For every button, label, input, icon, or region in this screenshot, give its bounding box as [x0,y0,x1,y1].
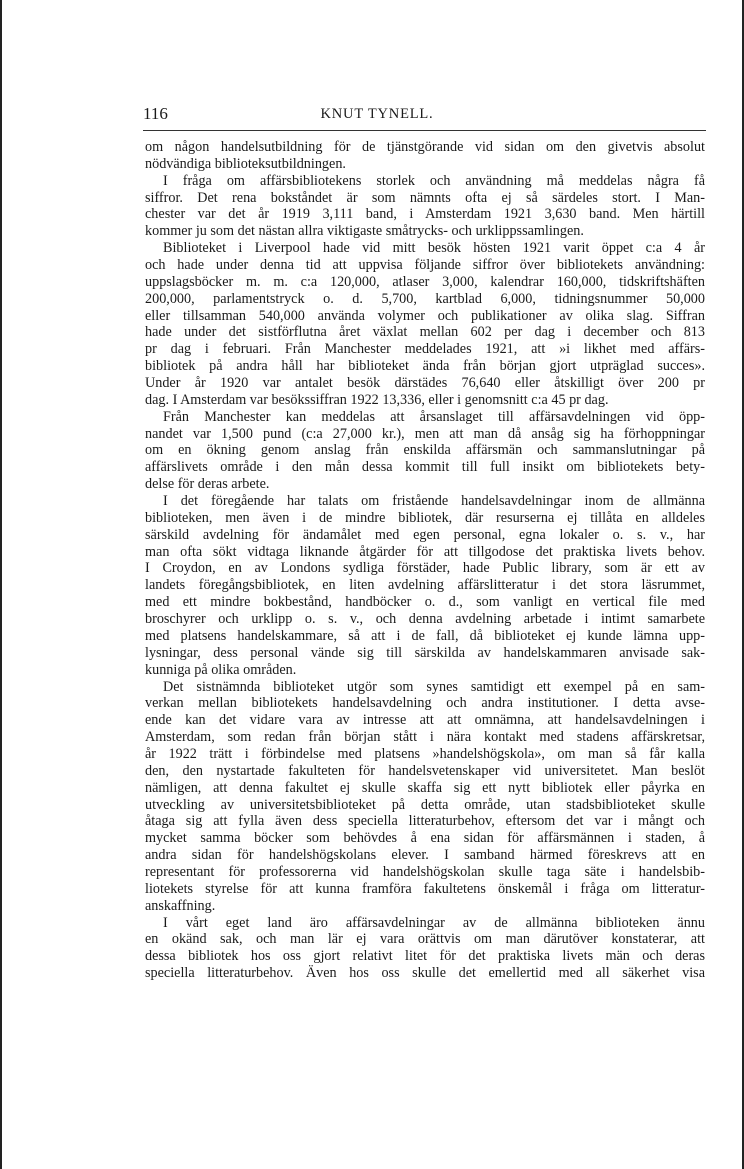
paragraph [145,409,705,493]
text-line: om en ökning genom anslag från enskilda affärsmän och sammanslutningar på [145,442,705,459]
text-line: siffror. Det rena bokståndet är som nämnts ofta ej så särdeles stort. I Man- [145,189,705,206]
scan-edge-left [0,0,2,1169]
text-line: ende kan det vidare vara av intresse att att omnämna, att handelsavdelningen i [145,712,705,729]
paragraph [145,493,705,678]
paragraph [145,173,705,240]
text-line: utveckling av universitetsbiblioteket på detta område, utan stadsbiblioteket skulle [145,796,705,813]
text-line: eller tillsamman 540,000 använda volymer och publikationer av olika slag. Siffran [145,307,705,324]
text-line: pr dag i februari. Från Manchester meddelades 1921, att »i likhet med affärs- [145,341,705,358]
text-line: åtaga sig att fylla även dess speciella litteraturbehov, eftersom det var i mångt och [145,813,705,830]
text-line: speciella litteraturbehov. Även hos oss skulle det emellertid med all säkerhet visa [145,965,705,982]
text-line: biblioteken, men även i de mindre bibliotek, där resurserna ej tillåta en alldeles [145,509,705,526]
text-line: år 1922 trätt i förbindelse med platsens »handelshögskola», om man så får kalla [145,745,705,762]
paragraph [145,240,705,409]
text-line: nämligen, att denna fakultet ej skulle skaffa sig ett nytt bibliotek eller påyrka en [145,779,705,796]
text-line: I Croydon, en av Londons sydliga förstäder, hade Public library, som är ett av [145,560,705,577]
text-line: chester var det år 1919 3,111 band, i Amsterdam 1921 3,630 band. Men härtill [145,206,705,223]
text-line: kommer ju som det nästan allra viktigaste småtrycks- och urklippssamlingen. [145,223,584,240]
text-line: och hade under denna tid att uppvisa följande siffror över bibliotekets användning: [145,257,705,274]
text-line: lysningar, dess personal vände sig till särskilda av handelskammaren anvisade sak- [145,644,705,661]
paragraph [145,679,705,915]
text-line: nödvändiga biblioteksutbildningen. [145,155,346,172]
text-line: I det föregående har talats om fristående handelsavdelningar inom de allmänna [163,493,705,510]
text-line: delse för deras arbete. [145,476,270,493]
text-line: uppslagsböcker m. m. c:a 120,000, atlaser 3,000, kalendrar 160,000, tidskriftshäften [145,273,705,290]
text-line: med ett mindre bokbestånd, handböcker o. d., som vanligt en vertical file med [145,594,705,611]
text-line: dag. I Amsterdam var besökssiffran 1922 13,336, eller i genomsnitt c:a 45 pr dag. [145,391,609,408]
text-line: Det sistnämnda biblioteket utgör som synes samtidigt ett exempel på en sam- [163,678,705,695]
text-line: representant för professorerna vid handelshögskolan skulle taga säte i handelsbib- [145,863,705,880]
text-line: andra sidan för handelshögskolans elever. I samband härmed föreskrevs att en [145,847,705,864]
body-text [145,139,705,982]
text-line: en okänd sak, och man lär ej vara orättvis om man därutöver konstaterar, att [145,931,705,948]
text-line: liotekets styrelse för att kunna framföra fakultetens önskemål i fråga om litteratur- [145,880,705,897]
text-line: man ofta sökt vidtaga liknande åtgärder för att tillgodose det praktiska livets behov. [145,543,705,560]
paragraph [145,139,705,173]
text-line: Under år 1920 var antalet besök därstädes 76,640 eller åtskilligt över 200 pr [145,375,705,392]
text-line: mycket samma böcker som behövdes å ena sidan för affärsmännen i staden, å [145,830,705,847]
paragraph [145,915,705,982]
text-line: 200,000, parlamentstryck o. d. 5,700, kartblad 6,000, tidningsnummer 50,000 [145,290,705,307]
text-line: I fråga om affärsbibliotekens storlek och användning må meddelas några få [163,172,705,189]
text-line: dessa bibliotek hos oss gjort relativt litet för det praktiska livets män och deras [145,948,705,965]
text-line: bibliotek på andra håll har biblioteket ända från början gjort utpräglad succes». [145,358,705,375]
text-line: nandet var 1,500 pund (c:a 27,000 kr.), men att man då ansåg sig ha förhoppningar [145,425,705,442]
text-line: kunniga på olika områden. [145,661,297,678]
text-line: den, den nystartade fakulteten för handelsvetenskaper vid universitetet. Man beslöt [145,762,705,779]
header-rule [143,130,706,131]
text-line: särskild avdelning för ändamålet med egen personal, egna lokaler o. s. v., har [145,526,705,543]
page-number: 116 [143,104,168,123]
text-line: med platsens handelskammare, så att i de fall, då biblioteket ej kunde lämna upp- [145,627,705,644]
text-line: broschyrer och urklipp o. s. v., och denna avdelning arbetade i intimt samarbete [145,611,705,628]
text-line: Från Manchester kan meddelas att årsanslaget till affärsavdelningen vid öpp- [163,408,705,425]
text-line: hade under det sistförflutna året växlat mellan 602 per dag i december och 813 [145,324,705,341]
text-line: landets föregångsbibliotek, en liten avdelning affärslitteratur i det stora läsrummet, [145,577,705,594]
text-line: om någon handelsutbildning för de tjänstgörande vid sidan om den givetvis absolut [145,139,705,155]
text-line: affärslivets område i den mån dessa kommit till full insikt om bibliotekets bety- [145,459,705,476]
text-line: I vårt eget land äro affärsavdelningar av de allmänna biblioteken ännu [163,914,705,931]
text-line: Amsterdam, som redan från början stått i nära kontakt med stadens affärskretsar, [145,729,705,746]
text-line: verkan mellan bibliotekets handelsavdelning och andra institutioner. I detta avse- [145,695,705,712]
running-head: KNUT TYNELL. [320,106,434,122]
text-line: Biblioteket i Liverpool hade vid mitt besök hösten 1921 varit öppet c:a 4 år [163,240,705,257]
text-line: anskaffning. [145,897,216,914]
